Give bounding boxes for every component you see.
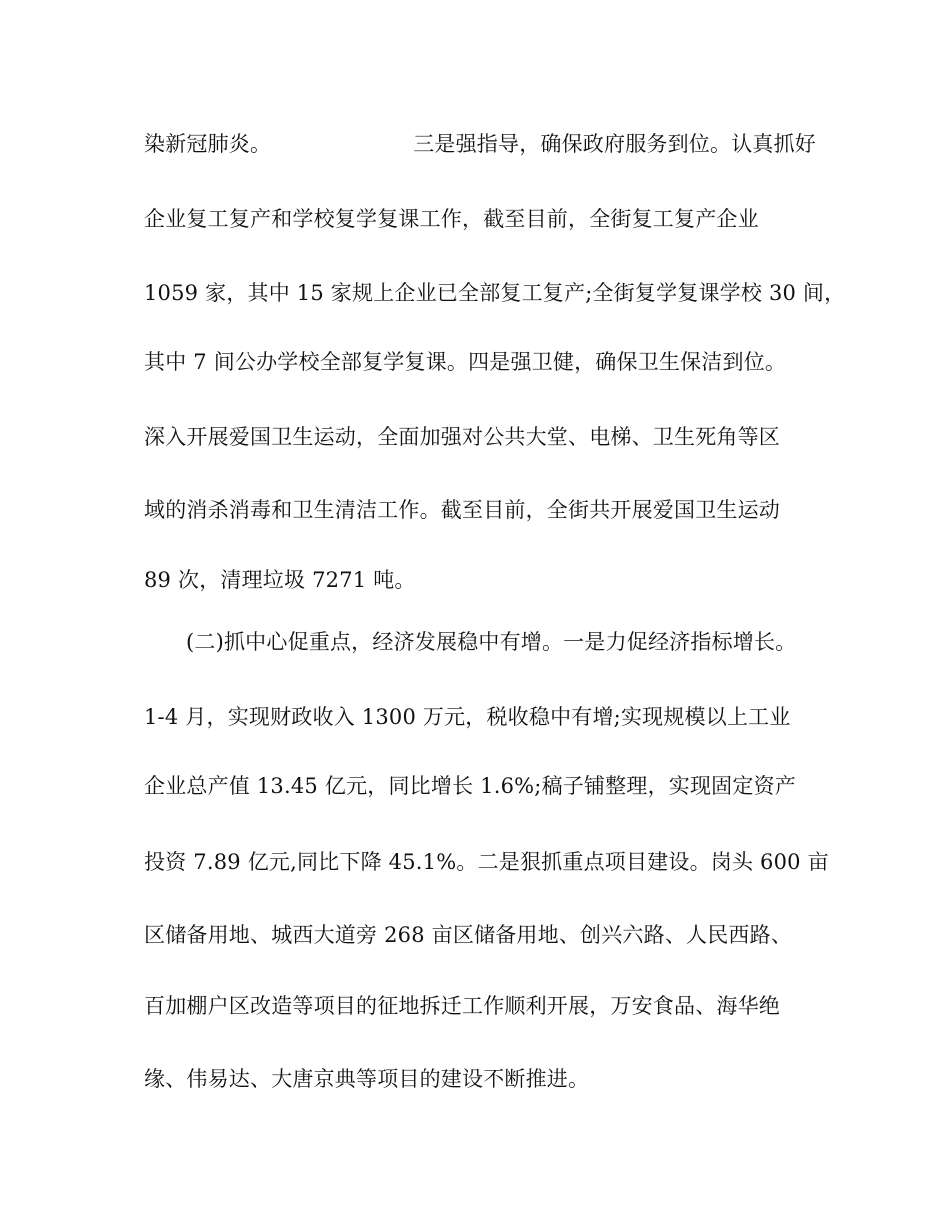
paragraph-line: 1059 家，其中 15 家规上企业已全部复工复产;全街复学复课学校 30 间， xyxy=(144,281,846,305)
paragraph-line: 深入开展爱国卫生运动，全面加强对公共大堂、电梯、卫生死角等区 xyxy=(144,425,780,449)
paragraph-line: 其中 7 间公办学校全部复学复课。四是强卫健，确保卫生保洁到位。 xyxy=(144,350,787,374)
paragraph-line: 缘、伟易达、大唐京典等项目的建设不断推进。 xyxy=(144,1067,590,1091)
paragraph-line: 企业复工复产和学校复学复课工作，截至目前，全街复工复产企业 xyxy=(144,207,759,231)
paragraph-line: 1-4 月，实现财政收入 1300 万元，税收稳中有增;实现规模以上工业 xyxy=(144,705,791,729)
text-segment: 染新冠肺炎。 xyxy=(144,132,272,156)
paragraph-line: 企业总产值 13.45 亿元，同比增长 1.6%;稿子铺整理，实现固定资产 xyxy=(144,774,796,798)
paragraph-line xyxy=(144,130,816,158)
paragraph-line: 区储备用地、城西大道旁 268 亩区储备用地、创兴六路、人民西路、 xyxy=(144,923,793,947)
paragraph-line: 百加棚户区改造等项目的征地拆迁工作顺利开展，万安食品、海华绝 xyxy=(144,994,780,1018)
paragraph-line: (二)抓中心促重点，经济发展稳中有增。一是力促经济指标增长。 xyxy=(186,630,797,654)
text-segment: 三是强指导，确保政府服务到位。认真抓好 xyxy=(413,132,817,156)
paragraph-line: 域的消杀消毒和卫生清洁工作。截至目前，全街共开展爱国卫生运动 xyxy=(144,498,780,522)
paragraph-line: 投资 7.89 亿元,同比下降 45.1%。二是狠抓重点项目建设。岗头 600 亩 xyxy=(144,850,829,874)
paragraph-line: 89 次，清理垃圾 7271 吨。 xyxy=(144,568,416,592)
